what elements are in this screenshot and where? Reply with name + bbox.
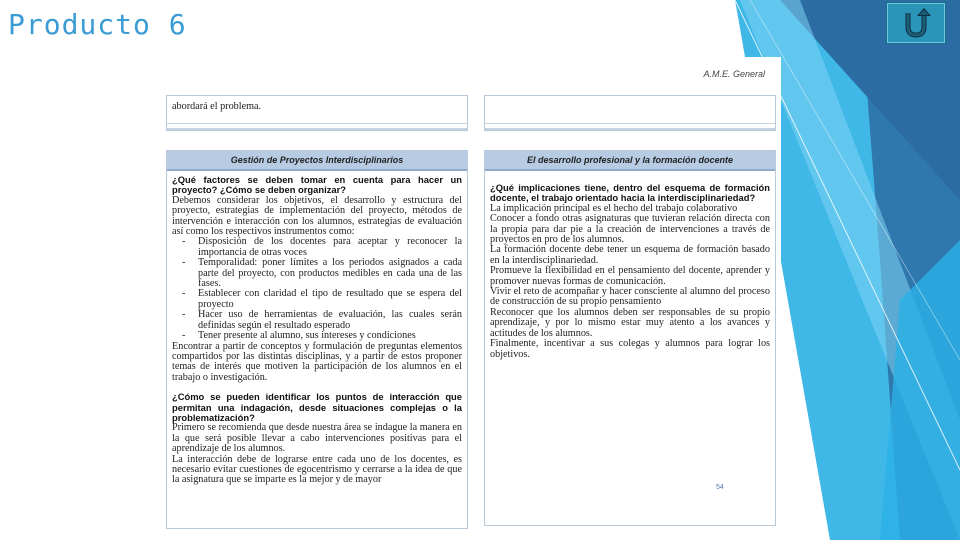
document-page bbox=[160, 57, 781, 540]
top-right-box bbox=[484, 95, 776, 131]
slide-title: Producto 6 bbox=[8, 8, 187, 41]
right-panel-body bbox=[485, 171, 775, 364]
implication-line: Finalmente, incentivar a sus colegas y alumnos para lograr los objetivos. bbox=[490, 338, 770, 360]
u-turn-arrow-icon bbox=[901, 7, 931, 39]
question-factores: ¿Qué factores se deben tomar en cuenta para hacer un proyecto? ¿Cómo se deben organizar? bbox=[172, 174, 462, 196]
factors-list bbox=[172, 237, 462, 341]
implication-line: La implicación principal es el hecho del trabajo colaborativo bbox=[490, 202, 738, 214]
implication-line: Conocer a fondo otras asignaturas que tuvieran relación directa con la propia para dar pie a la creación de intervenciones a través de proyectos en pro de los alumnos. bbox=[490, 213, 770, 246]
right-panel-heading: El desarrollo profesional y la formación docente bbox=[485, 151, 775, 171]
implication-line: La formación docente debe tener un esquema de formación basado en la interdisciplinariedad. bbox=[490, 244, 770, 266]
home-button[interactable] bbox=[886, 2, 946, 44]
right-panel bbox=[484, 150, 776, 526]
list-item: - Disposición de los docentes para aceptar y reconocer la importancia de otras voces bbox=[198, 237, 462, 258]
paragraph-docentes: La interacción debe de lograrse entre cada uno de los docentes, es necesario evitar cuestiones de egocentrismo y cerrarse a la idea de que la asignatura que se imparte es la mejor y de mayor bbox=[172, 453, 462, 486]
paragraph-objetivos: Debemos considerar los objetivos, el desarrollo y estructura del proyecto, estrategias de implementación del proyecto, métodos de intervención e interacción con los alumnos, estrategias de evaluación así como los respectivos instrumentos como: bbox=[172, 194, 462, 238]
question-interaccion: ¿Cómo se pueden identificar los puntos de interacción que permitan una indagación, desde situaciones complejas o la problematización? bbox=[172, 391, 462, 423]
top-left-box bbox=[166, 95, 468, 131]
document-header: A.M.E. General bbox=[703, 69, 765, 79]
page-number: 54 bbox=[716, 484, 724, 491]
paragraph-indague: Primero se recomienda que desde nuestra área se indague la manera en la que será posible llevar a cabo intervenciones positivas para el aprendizaje de los alumnos. bbox=[172, 422, 462, 455]
list-item: - Temporalidad: poner límites a los periodos asignados a cada parte del proyecto, con productos medibles en cada una de las fases. bbox=[198, 258, 462, 289]
implication-line: Vivir el reto de acompañar y hacer consciente al alumno del proceso de construcción de su propio pensamiento bbox=[490, 286, 770, 308]
left-panel-body bbox=[167, 171, 467, 490]
implication-line: Reconocer que los alumnos deben ser responsables de su propio aprendizaje, y por lo mismo estar muy atento a los avances y actitudes de los alumnos. bbox=[490, 306, 770, 339]
top-left-text: abordará el problema. bbox=[172, 101, 262, 112]
question-implicaciones: ¿Qué implicaciones tiene, dentro del esquema de formación docente, el trabajo orientado hacia la interdisciplinariedad? bbox=[490, 182, 770, 204]
left-panel-heading: Gestión de Proyectos Interdisciplinarios bbox=[167, 151, 467, 171]
list-item: - Establecer con claridad el tipo de resultado que se espera del proyecto bbox=[198, 289, 462, 310]
list-item: - Hacer uso de herramientas de evaluación, las cuales serán definidas según el resultado esperado bbox=[198, 310, 462, 331]
paragraph-conceptos: Encontrar a partir de conceptos y formulación de preguntas elementos compartidos por las distintas disciplinas, y a partir de estos proponer temas de interés que motiven la participación de los alumnos en el trabajo o investigación. bbox=[172, 340, 462, 383]
list-item: - Tener presente al alumno, sus intereses y condiciones bbox=[198, 331, 462, 341]
left-panel bbox=[166, 150, 468, 529]
implication-line: Promueve la flexibilidad en el pensamiento del docente, aprender y promover nuevas formas de comunicación. bbox=[490, 265, 770, 287]
